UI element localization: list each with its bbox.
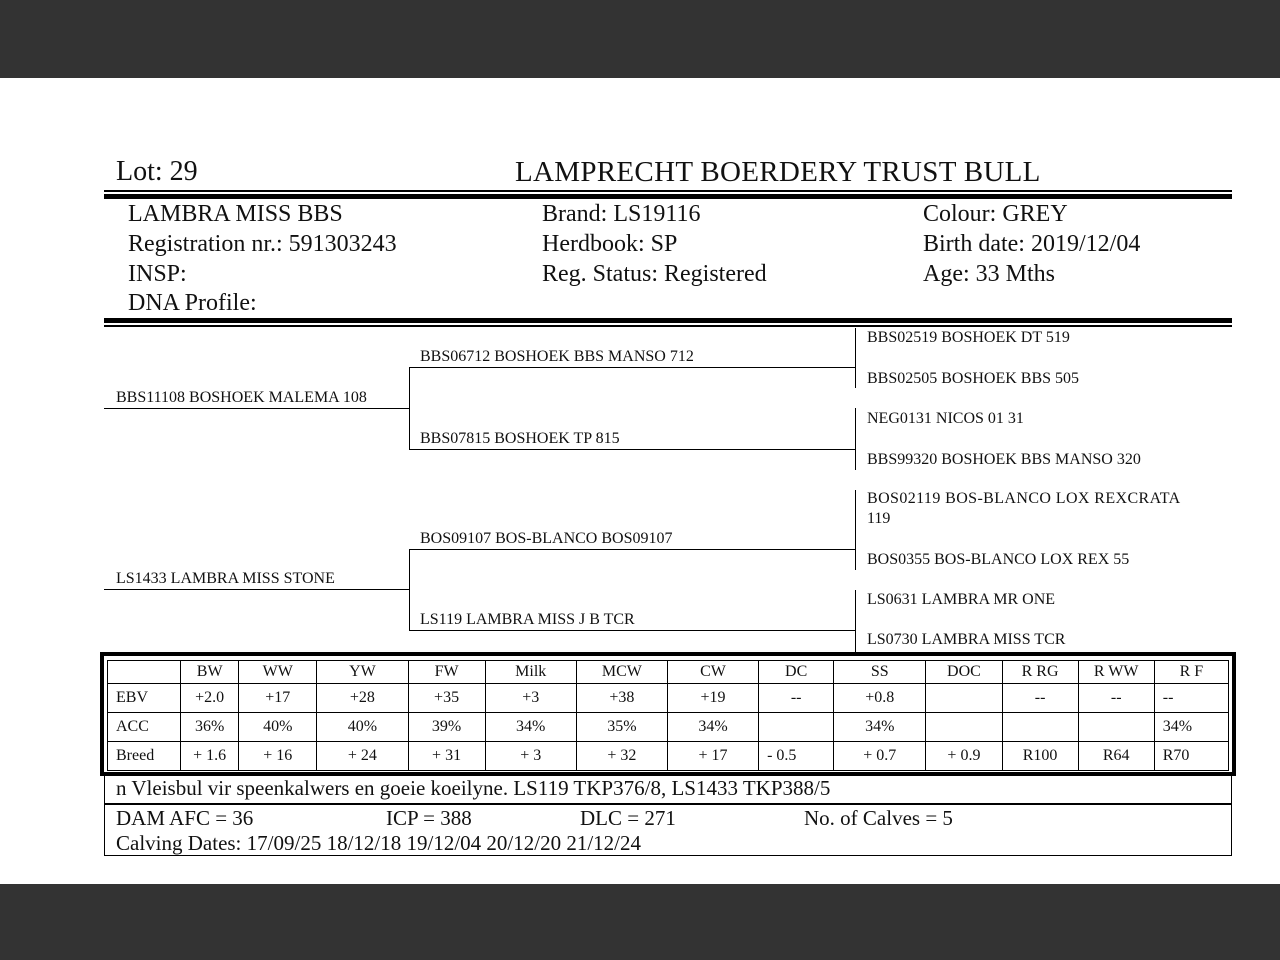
header-rule-thin: [104, 190, 1232, 192]
ebv-cell: - 0.5: [759, 742, 834, 771]
insp-label: INSP:: [128, 261, 187, 287]
info-rule-thick: [104, 318, 1232, 323]
pedigree-line: [409, 630, 855, 631]
pedigree-ggp-1: BBS02519 BOSHOEK DT 519: [867, 329, 1070, 346]
ebv-cell: +19: [667, 684, 758, 713]
calving-dates: Calving Dates: 17/09/25 18/12/18 19/12/04 20/12/20 21/12/24: [116, 831, 641, 855]
ebv-header-cell: CW: [667, 661, 758, 684]
ebv-cell: 39%: [408, 713, 485, 742]
pedigree-dam-sire: BOS09107 BOS-BLANCO BOS09107: [420, 530, 673, 547]
registration-number: Registration nr.: 591303243: [128, 231, 397, 257]
ebv-cell: --: [1154, 684, 1228, 713]
ebv-header-cell: FW: [408, 661, 485, 684]
ebv-cell: 35%: [576, 713, 667, 742]
ebv-header-cell: MCW: [576, 661, 667, 684]
pedigree-dam: LS1433 LAMBRA MISS STONE: [116, 570, 335, 587]
pedigree-line: [409, 449, 855, 450]
pedigree-connector: [855, 328, 856, 388]
ebv-cell: [1002, 713, 1078, 742]
ebv-cell: + 0.9: [926, 742, 1002, 771]
pedigree-connector: [855, 408, 856, 470]
ebv-cell: R100: [1002, 742, 1078, 771]
dam-no-of-calves: No. of Calves = 5: [804, 806, 953, 830]
ebv-header-cell: R F: [1154, 661, 1228, 684]
ebv-cell: [1078, 713, 1154, 742]
ebv-row-label: ACC: [108, 713, 181, 742]
ebv-cell: 34%: [834, 713, 926, 742]
ebv-cell: +38: [576, 684, 667, 713]
ebv-row-ebv: [108, 684, 1229, 713]
ebv-header-cell: Milk: [485, 661, 576, 684]
bottom-dark-border: [0, 884, 1280, 960]
herdbook: Herdbook: SP: [542, 231, 678, 257]
ebv-row-breed: [108, 742, 1229, 771]
ebv-row-acc: [108, 713, 1229, 742]
pedigree-ggp-7: LS0631 LAMBRA MR ONE: [867, 591, 1056, 608]
pedigree-ggp-6: BOS0355 BOS-BLANCO LOX REX 55: [867, 551, 1130, 568]
pedigree-line: [104, 589, 409, 590]
ebv-cell: 40%: [317, 713, 408, 742]
ebv-header-cell: R RG: [1002, 661, 1078, 684]
notes-text: n Vleisbul vir speenkalwers en goeie koeilyne. LS119 TKP376/8, LS1433 TKP388/5: [116, 776, 831, 800]
ebv-header-row: [108, 661, 1229, 684]
colour: Colour: GREY: [923, 201, 1068, 227]
pedigree-ggp-5-cont: 119: [867, 510, 891, 527]
ebv-cell: 34%: [485, 713, 576, 742]
ebv-row-label: EBV: [108, 684, 181, 713]
ebv-cell: +0.8: [834, 684, 926, 713]
top-dark-border: [0, 0, 1280, 78]
pedigree-ggp-4: BBS99320 BOSHOEK BBS MANSO 320: [867, 451, 1141, 468]
pedigree-connector: [855, 490, 856, 570]
pedigree-line: [409, 549, 855, 550]
pedigree-connector: [855, 590, 856, 652]
pedigree-sire: BBS11108 BOSHOEK MALEMA 108: [116, 389, 367, 406]
pedigree-dam-dam: LS119 LAMBRA MISS J B TCR: [420, 611, 635, 628]
ebv-cell: + 31: [408, 742, 485, 771]
ebv-header-cell: BW: [181, 661, 239, 684]
ebv-cell: 34%: [1154, 713, 1228, 742]
animal-name: LAMBRA MISS BBS: [128, 201, 343, 227]
ebv-cell: +17: [239, 684, 317, 713]
ebv-cell: +35: [408, 684, 485, 713]
dam-afc: DAM AFC = 36: [116, 806, 254, 830]
pedigree-sire-dam: BBS07815 BOSHOEK TP 815: [420, 430, 620, 447]
pedigree-connector: [409, 367, 410, 449]
ebv-cell: +28: [317, 684, 408, 713]
age: Age: 33 Mths: [923, 261, 1055, 287]
ebv-row-label: Breed: [108, 742, 181, 771]
ebv-cell: + 0.7: [834, 742, 926, 771]
ebv-cell: R70: [1154, 742, 1228, 771]
ebv-header-cell: DC: [759, 661, 834, 684]
pedigree-line: [409, 367, 855, 368]
pedigree-line: [104, 408, 409, 409]
reg-status: Reg. Status: Registered: [542, 261, 767, 287]
ebv-header-cell: WW: [239, 661, 317, 684]
ebv-cell: + 1.6: [181, 742, 239, 771]
ebv-cell: [926, 684, 1002, 713]
ebv-cell: 36%: [181, 713, 239, 742]
ebv-cell: + 16: [239, 742, 317, 771]
header-rule-thick: [104, 194, 1232, 199]
dna-profile-label: DNA Profile:: [128, 290, 257, 316]
ebv-header-cell: [108, 661, 181, 684]
pedigree-ggp-3: NEG0131 NICOS 01 31: [867, 410, 1024, 427]
ebv-cell: +3: [485, 684, 576, 713]
ebv-cell: 40%: [239, 713, 317, 742]
ebv-cell: [926, 713, 1002, 742]
ebv-cell: --: [1078, 684, 1154, 713]
page-title: LAMPRECHT BOERDERY TRUST BULL: [515, 156, 1041, 188]
pedigree-ggp-5: BOS02119 BOS-BLANCO LOX REXCRATA: [867, 490, 1181, 507]
ebv-header-cell: YW: [317, 661, 408, 684]
ebv-header-cell: R WW: [1078, 661, 1154, 684]
ebv-cell: + 17: [667, 742, 758, 771]
birth-date: Birth date: 2019/12/04: [923, 231, 1141, 257]
pedigree-ggp-8: LS0730 LAMBRA MISS TCR: [867, 631, 1066, 648]
ebv-header-cell: DOC: [926, 661, 1002, 684]
info-rule-thin: [104, 325, 1232, 327]
ebv-cell: 34%: [667, 713, 758, 742]
ebv-cell: +2.0: [181, 684, 239, 713]
ebv-cell: [759, 713, 834, 742]
ebv-cell: --: [759, 684, 834, 713]
pedigree-connector: [409, 549, 410, 631]
ebv-header-cell: SS: [834, 661, 926, 684]
ebv-cell: --: [1002, 684, 1078, 713]
ebv-table: [107, 660, 1229, 771]
ebv-cell: + 32: [576, 742, 667, 771]
dam-icp: ICP = 388: [386, 806, 472, 830]
dam-dlc: DLC = 271: [580, 806, 676, 830]
ebv-cell: + 3: [485, 742, 576, 771]
pedigree-sire-sire: BBS06712 BOSHOEK BBS MANSO 712: [420, 348, 694, 365]
ebv-cell: R64: [1078, 742, 1154, 771]
pedigree-ggp-2: BBS02505 BOSHOEK BBS 505: [867, 370, 1080, 387]
lot-number: Lot: 29: [116, 156, 198, 187]
ebv-cell: + 24: [317, 742, 408, 771]
brand: Brand: LS19116: [542, 201, 701, 227]
